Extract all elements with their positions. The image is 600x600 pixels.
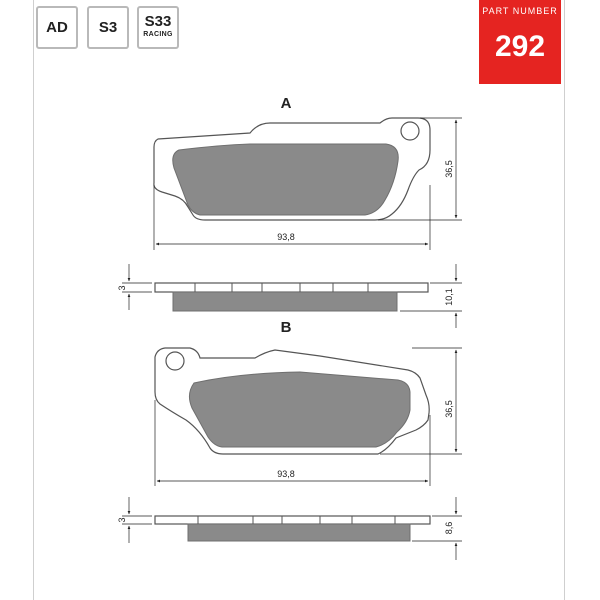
mounting-hole-b (166, 352, 184, 370)
friction-side-a (173, 292, 397, 311)
part-number-value: 292 (494, 30, 546, 63)
backplate-value-b: 3 (117, 517, 127, 523)
thickness-dimension-b (412, 497, 462, 560)
badge-sublabel: RACING (143, 31, 173, 38)
backplate-value-a: 3 (117, 285, 127, 291)
friction-material-a (173, 144, 398, 215)
backplate-side-b (155, 516, 430, 524)
friction-side-b (188, 524, 410, 541)
backplate-dimension-a (117, 264, 152, 310)
thickness-value-b: 8,6 (444, 521, 454, 535)
badge-label: S3 (98, 19, 118, 36)
view-a-label: A (280, 95, 292, 112)
mounting-hole-a (401, 122, 419, 140)
height-value-a: 36,5 (444, 160, 454, 178)
friction-material-b (189, 372, 410, 447)
pad-a-top-view (154, 118, 430, 220)
thickness-dimension-a (400, 264, 462, 328)
thickness-value-a: 10,1 (444, 288, 454, 306)
pad-b-top-view (155, 348, 429, 454)
backplate-dimension-b (117, 497, 152, 543)
backplate-side-a (155, 283, 428, 292)
width-value-b: 93,8 (277, 469, 295, 479)
height-value-b: 36,5 (444, 400, 454, 418)
pad-a-side-view (155, 283, 428, 311)
view-b-label: B (280, 319, 292, 336)
badge-label: S33 (144, 13, 172, 30)
pad-b-side-view (155, 516, 430, 541)
width-value-a: 93,8 (277, 232, 295, 242)
badge-label: AD (46, 19, 68, 36)
part-number-header: PART NUMBER (482, 6, 558, 16)
